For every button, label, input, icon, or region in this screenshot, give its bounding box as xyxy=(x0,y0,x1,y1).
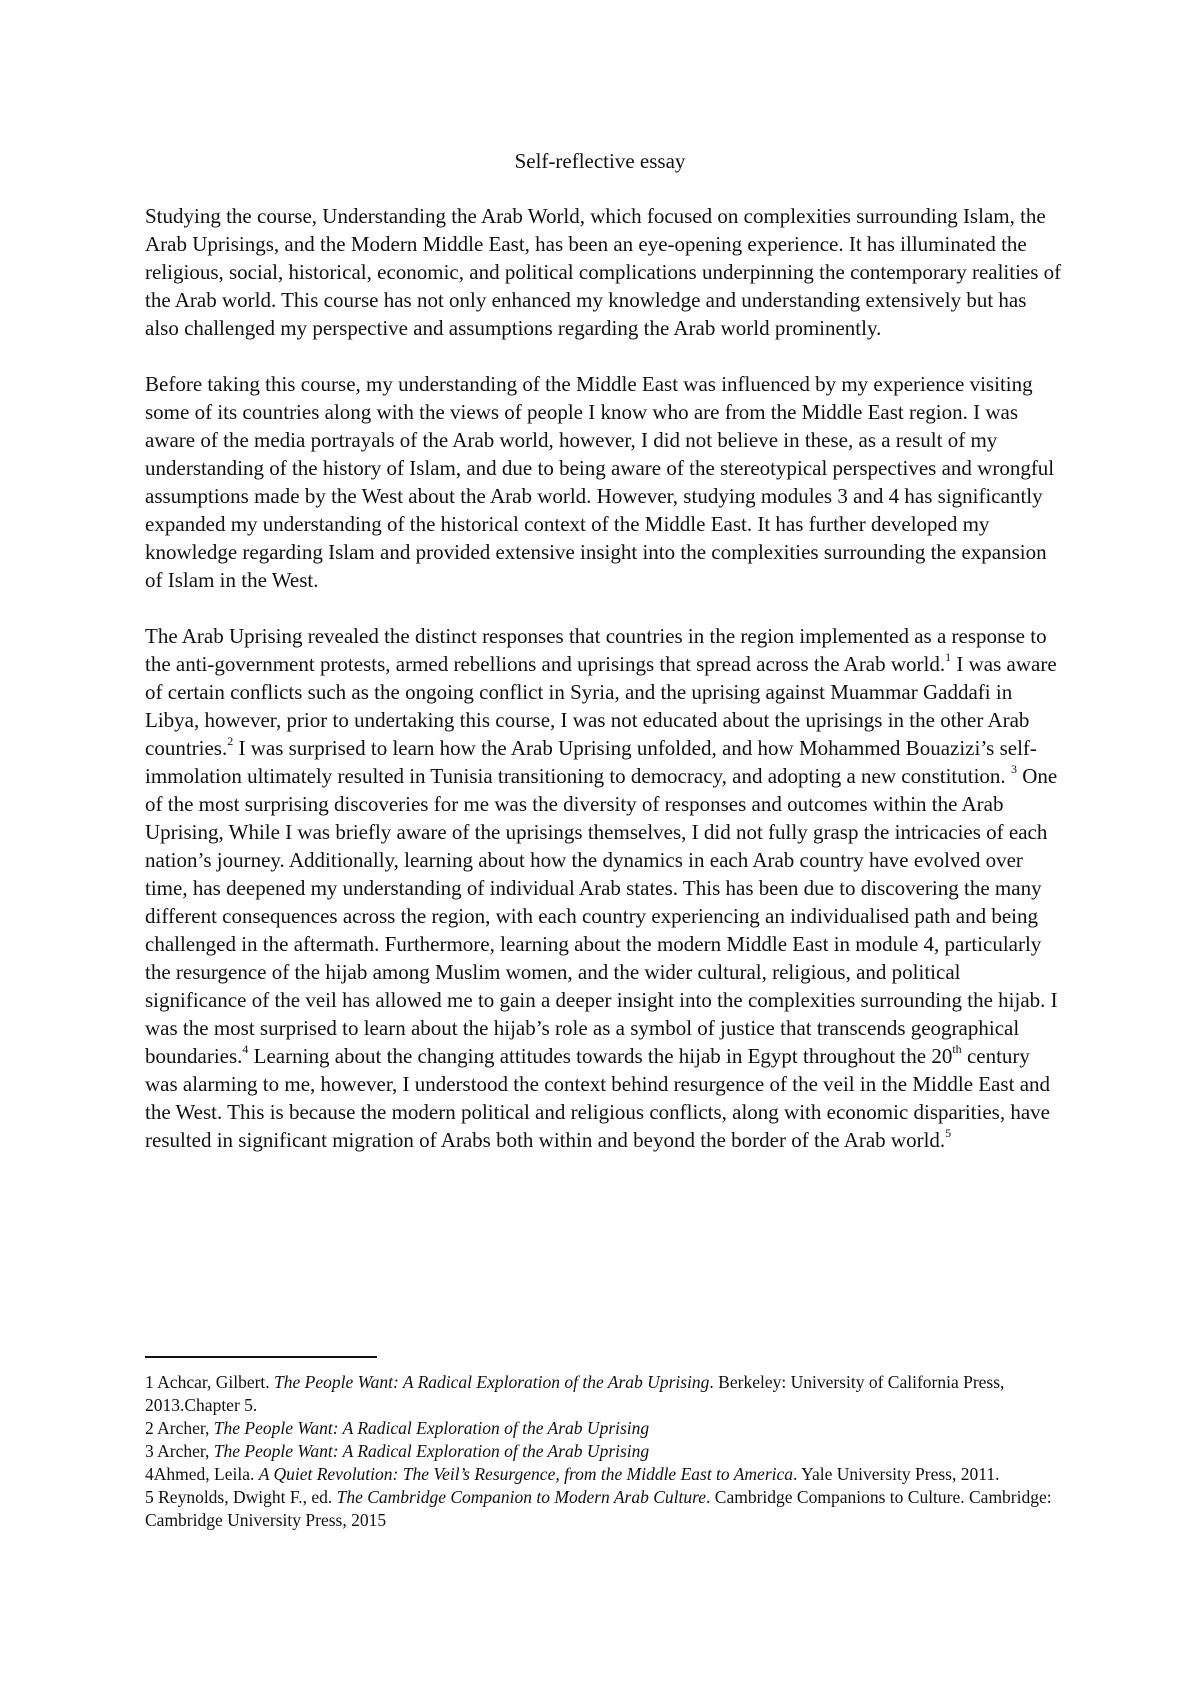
footnote-1 xyxy=(145,1371,1065,1417)
paragraph-arab-uprising xyxy=(145,622,1065,1154)
paragraph-segment: Learning about the changing attitudes towards the hijab in Egypt throughout the 20 xyxy=(248,1044,953,1068)
footnote-reference-1[interactable]: 1 xyxy=(945,650,952,664)
footnotes-section xyxy=(145,1371,1065,1532)
footnote-publication: . Berkeley: University of California Press, 2013.Chapter 5. xyxy=(145,1372,1005,1415)
footnote-reference-5[interactable]: 5 xyxy=(945,1126,952,1140)
essay-title: Self-reflective essay xyxy=(514,149,686,173)
footnote-publication: . Yale University Press, 2011. xyxy=(793,1464,1000,1484)
footnote-separator xyxy=(145,1356,377,1358)
footnote-author: 1 Achcar, Gilbert. xyxy=(145,1372,275,1392)
footnote-work-title: The People Want: A Radical Exploration of the Arab Uprising xyxy=(213,1418,650,1438)
footnote-2 xyxy=(145,1417,1065,1440)
essay-body xyxy=(145,202,1065,1182)
footnote-reference-3[interactable]: 3 xyxy=(1010,762,1017,776)
paragraph-segment: The Arab Uprising revealed the distinct responses that countries in the region implemented as a response to the anti-government protests, armed rebellions and uprisings that spread across the Arab world. xyxy=(145,624,1047,676)
footnote-4 xyxy=(145,1463,1065,1486)
footnote-author: 5 Reynolds, Dwight F., ed. xyxy=(145,1487,337,1507)
paragraph-segment: century was alarming to me, however, I understood the context behind resurgence of the veil in the Middle East and the West. This is because the modern political and religious conflicts, along with economic disparities, have resulted in significant migration of Arabs both within and beyond the border of the Arab world. xyxy=(145,1044,1051,1152)
footnote-author: 3 Archer, xyxy=(145,1441,214,1461)
paragraph-intro: Studying the course, Understanding the Arab World, which focused on complexities surrounding Islam, the Arab Uprisings, and the Modern Middle East, has been an eye-opening experience. It has illuminated the religious, social, historical, economic, and political complications underpinning the contemporary realities of the Arab world. This course has not only enhanced my knowledge and understanding extensively but has also challenged my perspective and assumptions regarding the Arab world prominently. xyxy=(145,204,1062,340)
footnote-reference-2[interactable]: 2 xyxy=(227,734,234,748)
footnote-work-title: The People Want: A Radical Exploration of the Arab Uprising xyxy=(213,1441,650,1461)
footnote-reference-4[interactable]: 4 xyxy=(242,1042,249,1056)
paragraph-segment: I was surprised to learn how the Arab Uprising unfolded, and how Mohammed Bouazizi’s self-immolation ultimately resulted in Tunisia transitioning to democracy, and adopting a new constitution. xyxy=(145,736,1037,788)
paragraph-segment: One of the most surprising discoveries for me was the diversity of responses and outcomes within the Arab Uprising, While I was briefly aware of the uprisings themselves, I did not fully grasp the intricacies of each nation’s journey. Additionally, learning about how the dynamics in each Arab country have evolved over time, has deepened my understanding of individual Arab states. This has been due to discovering the many different consequences across the region, with each country experiencing an individualised path and being challenged in the aftermath. Furthermore, learning about the modern Middle East in module 4, particularly the resurgence of the hijab among Muslim women, and the wider cultural, religious, and political significance of the veil has allowed me to gain a deeper insight into the complexities surrounding the hijab. I was the most surprised to learn about the hijab’s role as a symbol of justice that transcends geographical boundaries. xyxy=(145,764,1058,1068)
footnote-publication: . Cambridge Companions to Culture. Cambridge: Cambridge University Press, 2015 xyxy=(145,1487,1052,1530)
footnote-work-title: The People Want: A Radical Exploration of the Arab Uprising xyxy=(274,1372,710,1392)
paragraph-prior-understanding: Before taking this course, my understanding of the Middle East was influenced by my experience visiting some of its countries along with the views of people I know who are from the Middle East region. I was aware of the media portrayals of the Arab world, however, I did not believe in these, as a result of my understanding of the history of Islam, and due to being aware of the stereotypical perspectives and wrongful assumptions made by the West about the Arab world. However, studying modules 3 and 4 has significantly expanded my understanding of the historical context of the Middle East. It has further developed my knowledge regarding Islam and provided extensive insight into the complexities surrounding the expansion of Islam in the West. xyxy=(145,372,1055,592)
footnote-work-title: A Quiet Revolution: The Veil’s Resurgence, from the Middle East to America xyxy=(258,1464,794,1484)
footnote-work-title: The Cambridge Companion to Modern Arab Culture xyxy=(336,1487,707,1507)
footnote-5 xyxy=(145,1486,1065,1532)
ordinal-suffix: th xyxy=(952,1042,962,1056)
paragraph-segment: I was aware of certain conflicts such as the ongoing conflict in Syria, and the uprising against Muammar Gaddafi in Libya, however, prior to undertaking this course, I was not educated about the uprisings in the other Arab countries. xyxy=(145,652,1057,760)
footnote-author: 2 Archer, xyxy=(145,1418,214,1438)
footnote-author: 4Ahmed, Leila. xyxy=(145,1464,259,1484)
footnote-3 xyxy=(145,1440,1065,1463)
